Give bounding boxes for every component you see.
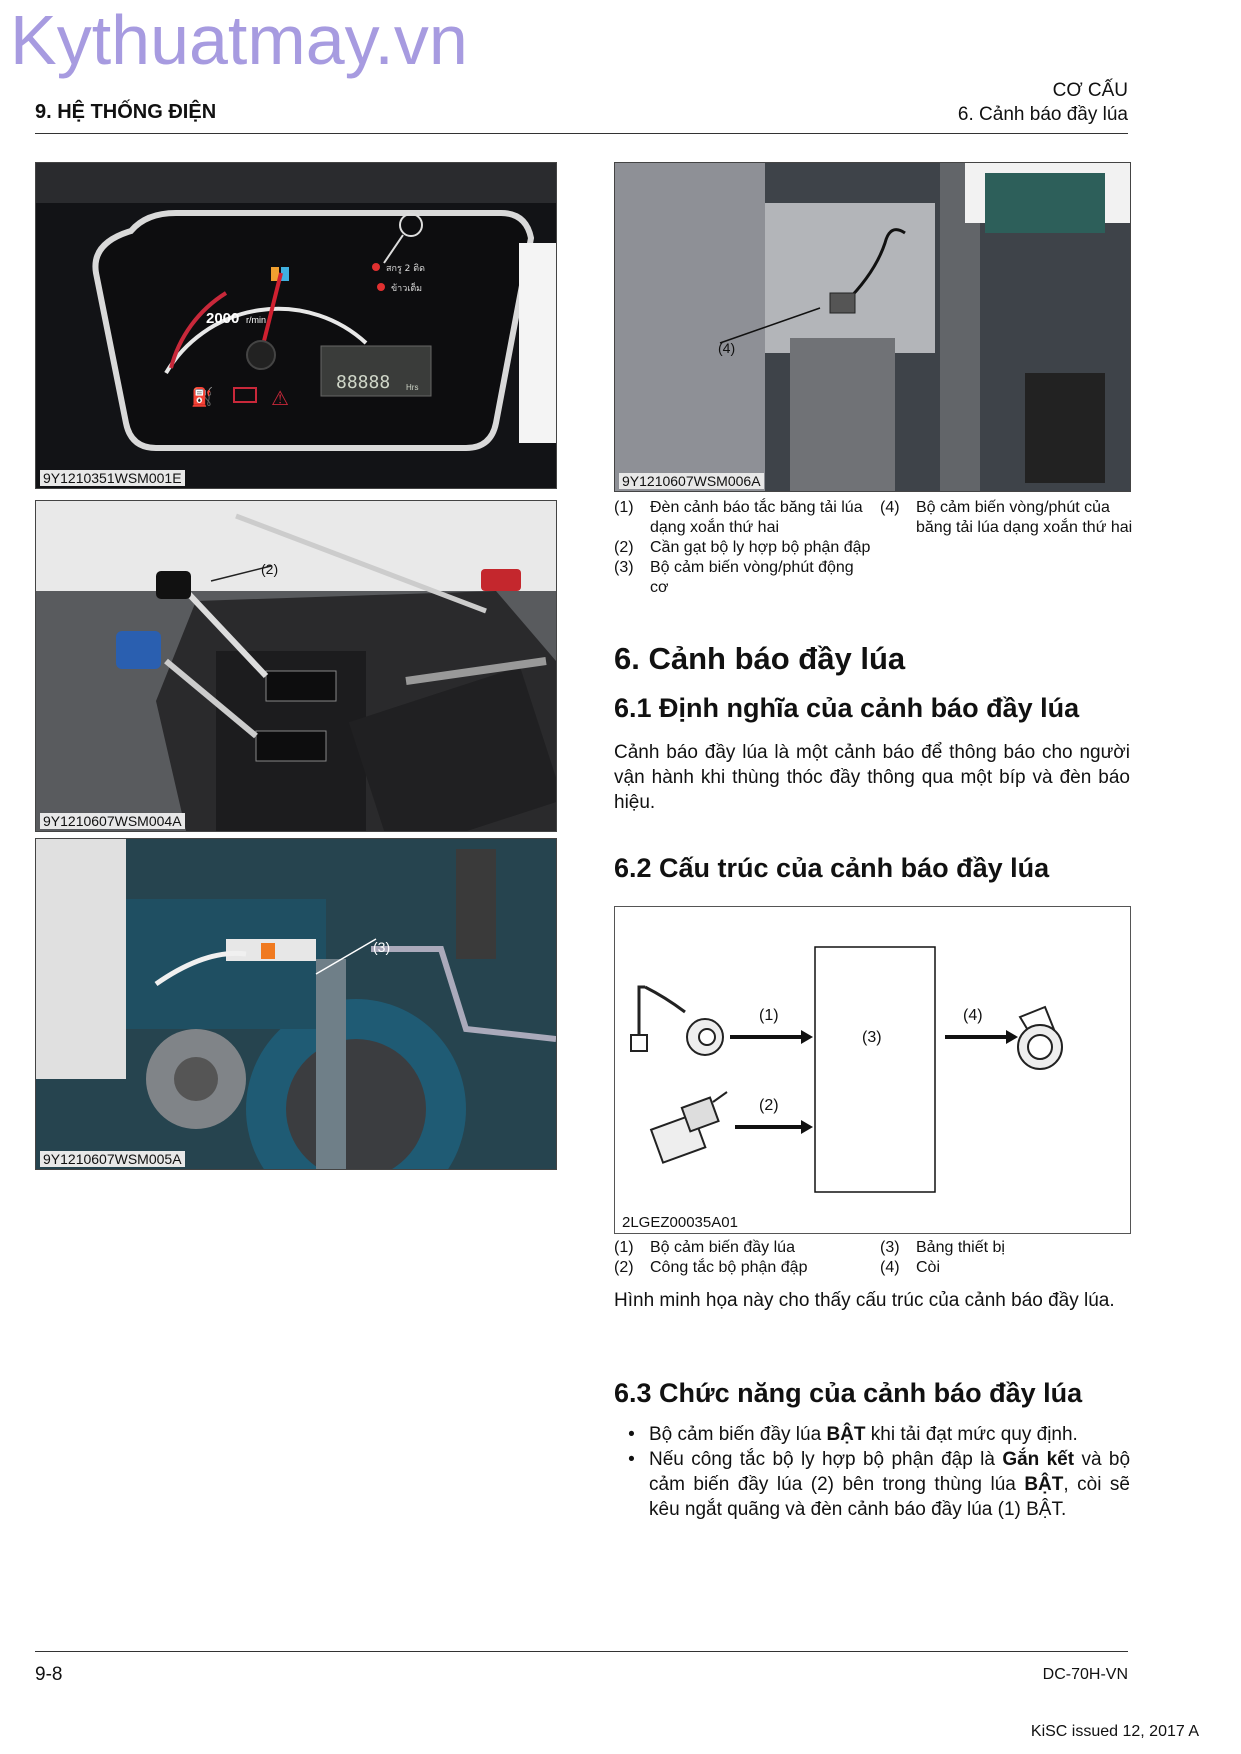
- subsection-title-6-1: 6.1 Định nghĩa của cảnh báo đầy lúa: [614, 693, 1080, 723]
- section-header: [958, 79, 1128, 127]
- lcd-readout: 88888: [336, 372, 391, 393]
- subsection-title-6-2: 6.2 Cấu trúc của cảnh báo đầy lúa: [614, 853, 1050, 883]
- legend-item: (3) Bảng thiết bị: [880, 1239, 1005, 1256]
- tach-speed: 2000: [206, 310, 240, 327]
- legend-item: (4) Bộ cảm biến vòng/phút của băng tải lúa dạng xoắn thứ hai: [880, 499, 1133, 536]
- photo-instrument-panel: [35, 162, 557, 489]
- photo-code: 9Y1210607WSM006A: [619, 473, 764, 489]
- header-rule: [35, 133, 1128, 134]
- thresher-switch-icon: [651, 1092, 727, 1163]
- footer-rule: [35, 1651, 1128, 1652]
- diagram-legend-right: [880, 1238, 1138, 1278]
- diagram-code: 2LGEZ00035A01: [619, 1214, 741, 1231]
- callout-3: (3): [373, 939, 391, 955]
- paragraph-6-1: Cảnh báo đầy lúa là một cảnh báo để thông báo cho người vận hành khi thùng thóc đầy thông qua một bíp và đèn báo hiệu.: [614, 742, 1130, 813]
- section-title: 6. Cảnh báo đầy lúa: [614, 641, 906, 676]
- list-item: • Nếu công tắc bộ ly hợp bộ phận đập là Gắn kết và bộ cảm biến đầy lúa (2) bên trong thùng lúa BẬT, còi sẽ kêu ngắt quãng và đèn cảnh báo đầy lúa (1) BẬT.: [628, 1449, 1131, 1520]
- photo-thresher-lever: [35, 500, 557, 832]
- instrument-panel-illustration: [36, 163, 556, 488]
- lamp-label-1: สกรู 2 ติด: [386, 264, 425, 274]
- photo-legend-right: [880, 498, 1138, 538]
- legend-item: (2) Công tắc bộ phận đập: [614, 1259, 808, 1276]
- section-header-top: CƠ CẤU: [1052, 80, 1128, 101]
- lcd-unit: Hrs: [406, 383, 419, 392]
- function-bullet-list: [614, 1422, 1130, 1522]
- photo-engine-sensor: [35, 838, 557, 1170]
- engine-sensor-illustration: [36, 839, 556, 1169]
- legend-item: (3) Bộ cảm biến vòng/phút động cơ: [614, 559, 854, 596]
- legend-item: (1) Bộ cảm biến đầy lúa: [614, 1239, 795, 1256]
- callout-2: (2): [261, 561, 279, 577]
- legend-item: (4) Còi: [880, 1259, 941, 1276]
- section-header-sub: 6. Cảnh báo đầy lúa: [957, 104, 1128, 125]
- subsection-title-6-3: 6.3 Chức năng của cảnh báo đầy lúa: [614, 1378, 1083, 1408]
- list-item: • Bộ cảm biến đầy lúa BẬT khi tải đạt mức quy định.: [628, 1424, 1078, 1445]
- chapter-title: 9. HỆ THỐNG ĐIỆN: [35, 101, 217, 123]
- diagram-legend-left: [614, 1238, 872, 1278]
- oil-lamp-icon: ⛽: [191, 387, 214, 408]
- watermark: Kythuatmay.vn: [10, 1, 468, 79]
- photo-code: 9Y1210607WSM004A: [40, 813, 185, 829]
- issued-note: KiSC issued 12, 2017 A: [1030, 1723, 1199, 1740]
- callout-4: (4): [718, 340, 736, 356]
- photo-legend-left: [614, 498, 872, 598]
- full-sensor-icon: [631, 987, 723, 1055]
- photo-auger-sensor: [614, 162, 1131, 492]
- photo-code: 9Y1210351WSM001E: [40, 470, 185, 486]
- paragraph-6-2: Hình minh họa này cho thấy cấu trúc của cảnh báo đầy lúa.: [614, 1290, 1115, 1311]
- legend-item: (2) Cần gạt bộ ly hợp bộ phận đập: [614, 539, 871, 556]
- photo-code: 9Y1210607WSM005A: [40, 1151, 185, 1167]
- horn-icon: [1018, 1007, 1062, 1069]
- auger-sensor-illustration: [615, 163, 1130, 491]
- thresher-lever-illustration: [36, 501, 556, 831]
- legend-item: (1) Đèn cảnh báo tắc băng tải lúa dạng xoắn thứ hai: [614, 499, 863, 536]
- structure-diagram-svg: [615, 907, 1130, 1233]
- lamp-label-2: ข้าวเต็ม: [391, 284, 423, 294]
- diagram-label-4: (4): [963, 1007, 983, 1024]
- tach-unit: r/min: [246, 315, 266, 325]
- diagram-label-3: (3): [862, 1029, 882, 1046]
- warning-triangle-icon: ⚠: [271, 386, 289, 410]
- page-number: 9-8: [35, 1664, 63, 1685]
- diagram-label-1: (1): [759, 1007, 779, 1024]
- diagram-label-2: (2): [759, 1097, 779, 1114]
- structure-diagram: [614, 906, 1131, 1234]
- document-code: DC-70H-VN: [1042, 1666, 1128, 1683]
